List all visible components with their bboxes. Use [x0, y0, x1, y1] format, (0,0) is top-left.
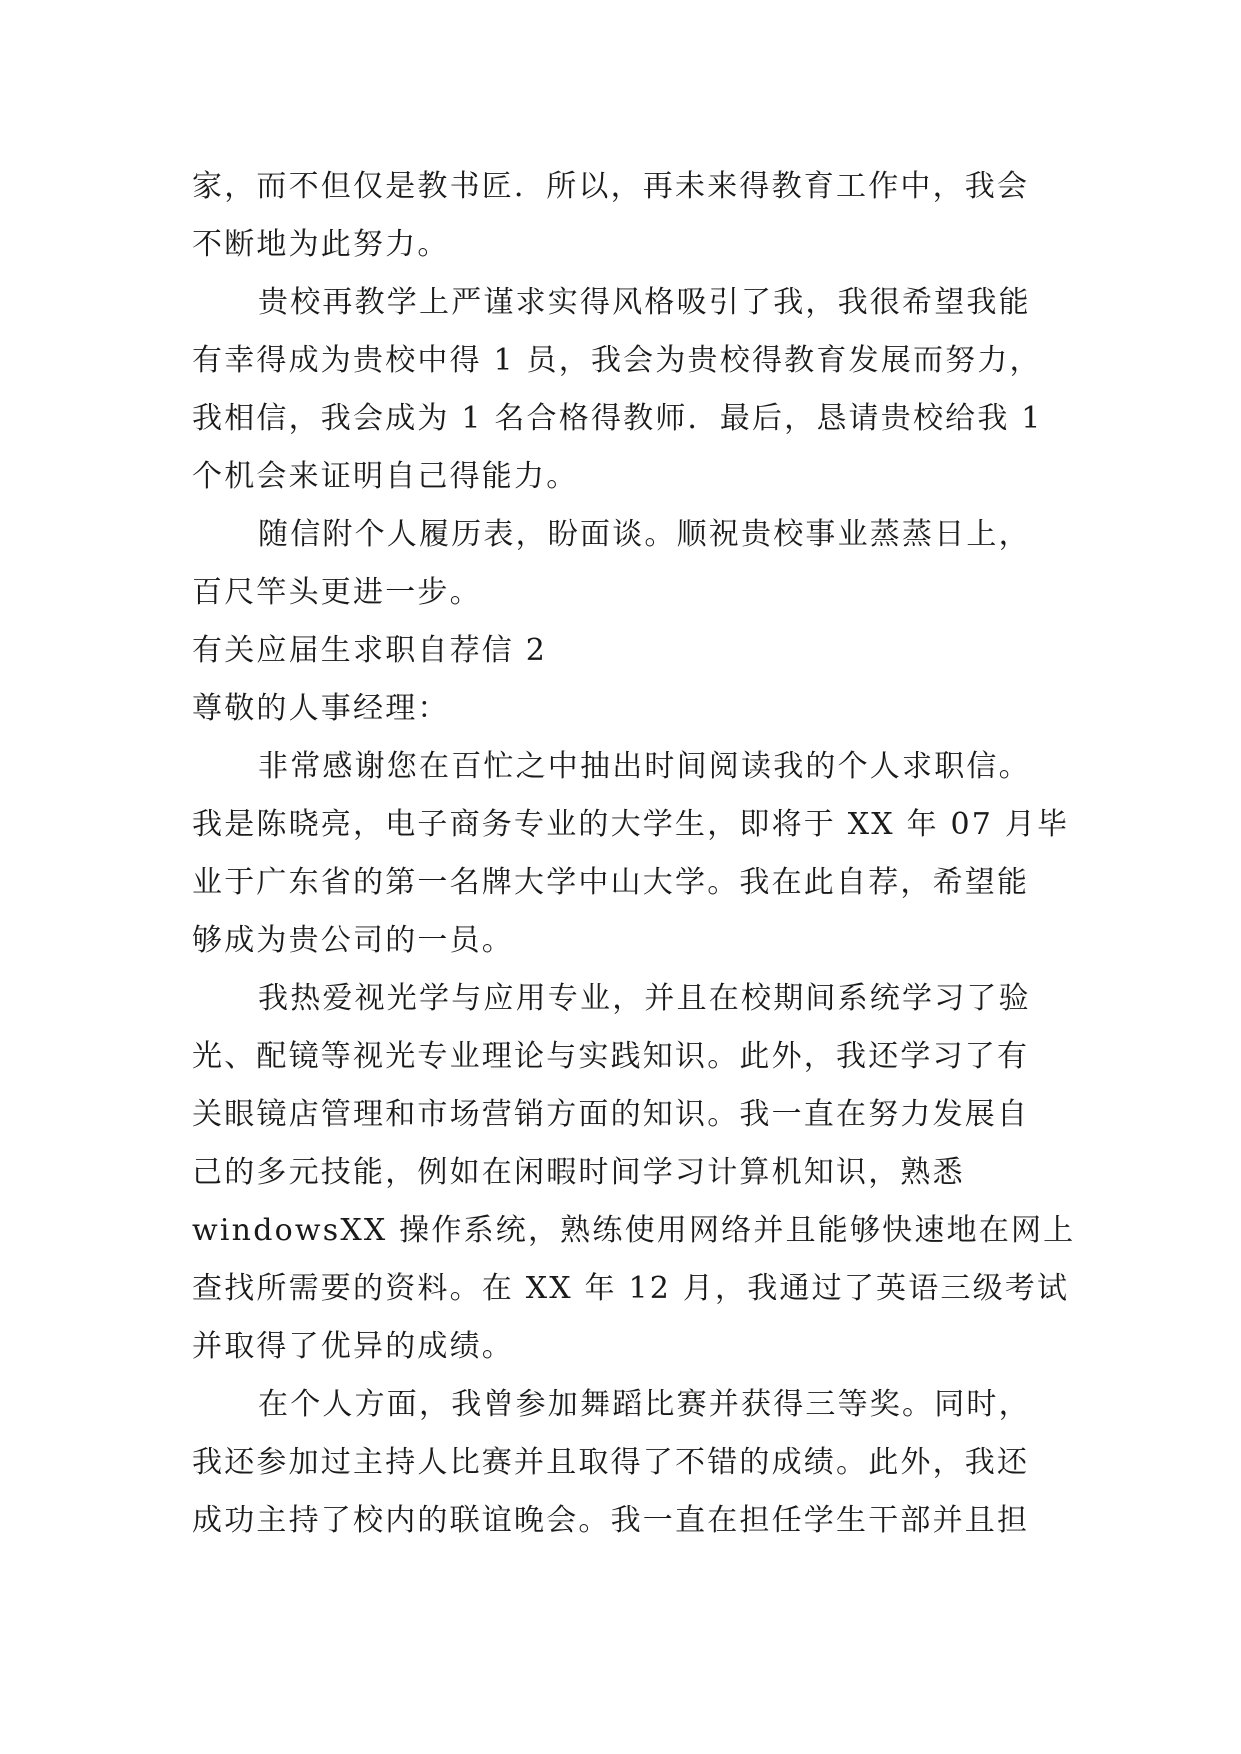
paragraph-first-line: 贵校再教学上严谨求实得风格吸引了我，我很希望我能 — [258, 285, 1031, 320]
paragraph-first-line: 随信附个人履历表，盼面谈。顺祝贵校事业蒸蒸日上， — [258, 517, 1031, 552]
text-line: 关眼镜店管理和市场营销方面的知识。我一直在努力发展自 — [192, 1097, 1030, 1132]
text-line: 我是陈晓亮，电子商务专业的大学生，即将于 XX 年 07 月毕 — [192, 807, 1070, 842]
text-line: windowsXX 操作系统，熟练使用网络并且能够快速地在网上 — [192, 1213, 1076, 1248]
text-line: 并取得了优异的成绩。 — [192, 1329, 514, 1364]
text-line: 己的多元技能，例如在闲暇时间学习计算机知识，熟悉 — [192, 1155, 965, 1190]
text-line: 够成为贵公司的一员。 — [192, 923, 514, 958]
paragraph-first-line: 非常感谢您在百忙之中抽出时间阅读我的个人求职信。 — [258, 749, 1031, 784]
text-line: 有幸得成为贵校中得 1 员，我会为贵校得教育发展而努力， — [192, 343, 1042, 378]
text-line: 我相信，我会成为 1 名合格得教师．最后，恳请贵校给我 1 — [192, 401, 1043, 436]
section-heading: 有关应届生求职自荐信 2 — [192, 633, 548, 668]
salutation: 尊敬的人事经理： — [192, 691, 450, 726]
text-line: 成功主持了校内的联谊晚会。我一直在担任学生干部并且担 — [192, 1503, 1030, 1538]
text-line: 百尺竿头更进一步。 — [192, 575, 482, 610]
text-line: 查找所需要的资料。在 XX 年 12 月，我通过了英语三级考试 — [192, 1271, 1070, 1306]
text-line: 光、配镜等视光专业理论与实践知识。此外，我还学习了有 — [192, 1039, 1030, 1074]
text-line: 业于广东省的第一名牌大学中山大学。我在此自荐，希望能 — [192, 865, 1030, 900]
text-line: 不断地为此努力。 — [192, 227, 450, 262]
paragraph-first-line: 我热爱视光学与应用专业，并且在校期间系统学习了验 — [258, 981, 1031, 1016]
text-line: 个机会来证明自己得能力。 — [192, 459, 579, 494]
paragraph-first-line: 在个人方面，我曾参加舞蹈比赛并获得三等奖。同时， — [258, 1387, 1031, 1422]
text-line: 家，而不但仅是教书匠．所以，再未来得教育工作中，我会 — [192, 169, 1030, 204]
text-line: 我还参加过主持人比赛并且取得了不错的成绩。此外，我还 — [192, 1445, 1030, 1480]
